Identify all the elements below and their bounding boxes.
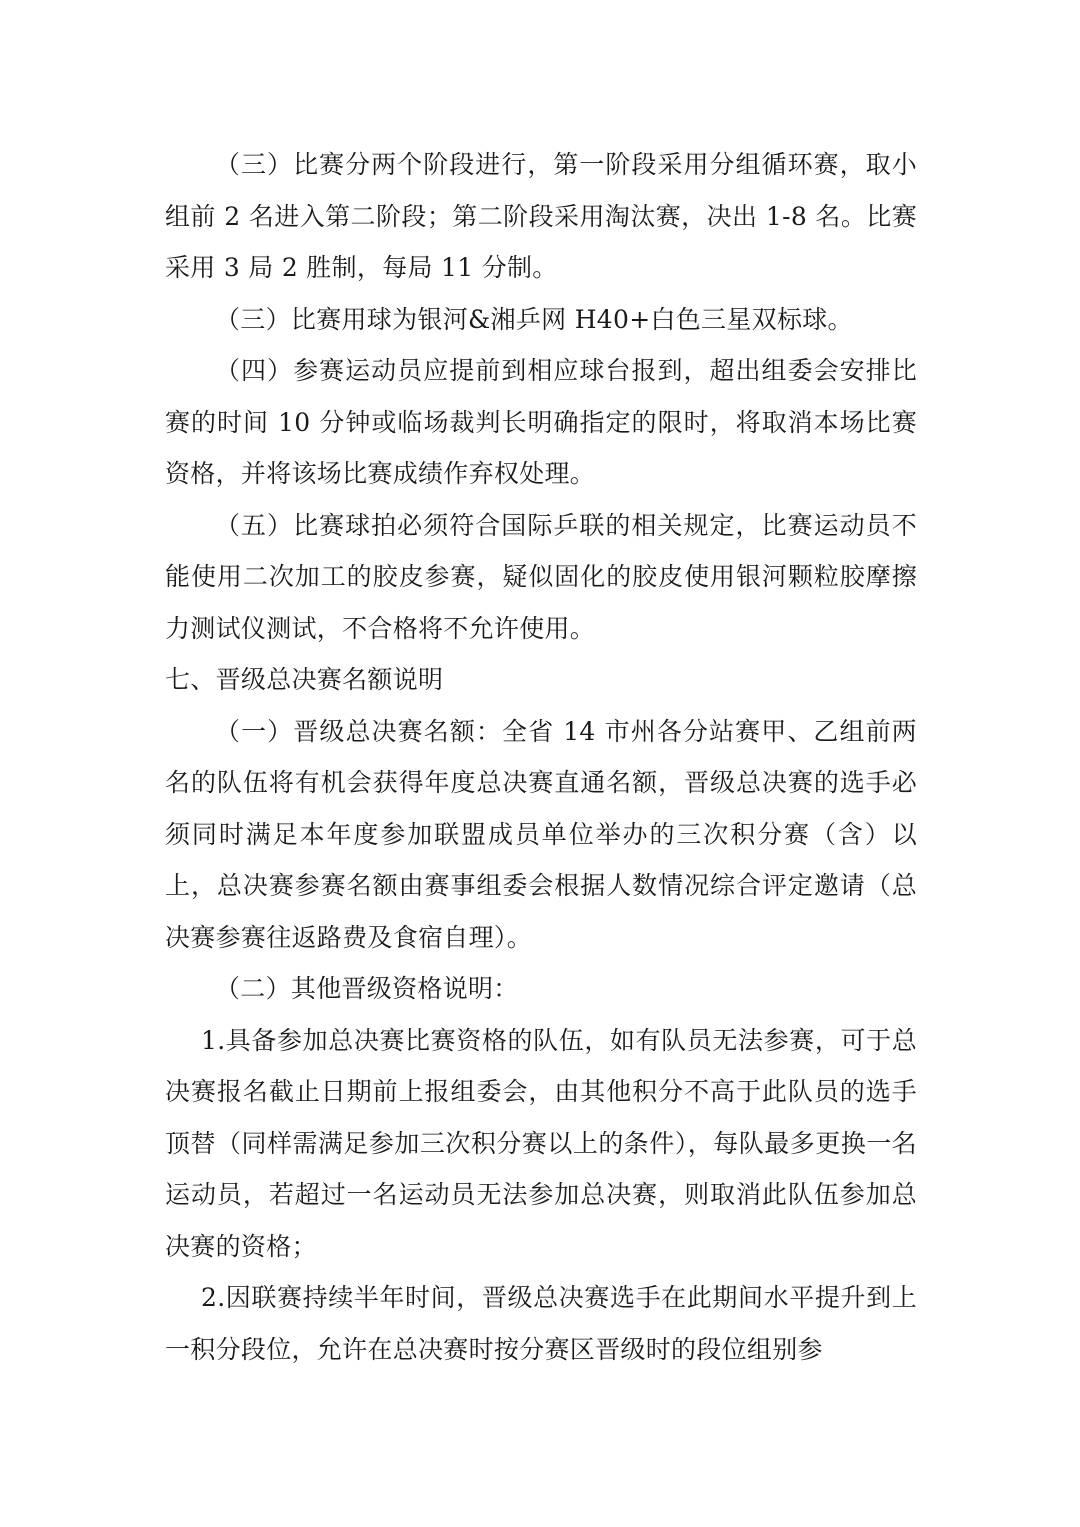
paragraph-qualification-item-2: 2.因联赛持续半年时间，晋级总决赛选手在此期间水平提升到上一积分段位，允许在总决赛时按分赛区晋级时的段位组别参 [165,1283,917,1364]
section-heading-finals-quota: 七、晋级总决赛名额说明 [165,665,444,694]
paragraph-competition-format: （三）比赛分两个阶段进行，第一阶段采用分组循环赛，取小组前 2 名进入第二阶段；第二阶段采用淘汰赛，决出 1-8 名。比赛采用 3 局 2 胜制，每局 11 分制。 [165,150,917,282]
paragraph-qualification-item-1: 1.具备参加总决赛比赛资格的队伍，如有队员无法参赛，可于总决赛报名截止日期前上报组委会，由其他积分不高于此队员的选手顶替（同样需满足参加三次积分赛以上的条件），每队最多更换一名运动员，若超过一名运动员无法参加总决赛，则取消此队伍参加总决赛的资格； [165,1025,917,1261]
paragraph-other-qualification-heading: （二）其他晋级资格说明： [215,974,519,1003]
paragraph-finals-quota: （一）晋级总决赛名额：全省 14 市州各分站赛甲、乙组前两名的队伍将有机会获得年度总决赛直通名额，晋级总决赛的选手必须同时满足本年度参加联盟成员单位举办的三次积分赛（含）以上，总决赛参赛名额由赛事组委会根据人数情况综合评定邀请（总决赛参赛往返路费及食宿自理）。 [165,716,917,952]
document-page [165,139,917,1375]
paragraph-match-ball: （三）比赛用球为银河&湘乒网 H40+白色三星双标球。 [215,304,853,334]
paragraph-racket-rules: （五）比赛球拍必须符合国际乒联的相关规定，比赛运动员不能使用二次加工的胶皮参赛，疑似固化的胶皮使用银河颗粒胶摩擦力测试仪测试，不合格将不允许使用。 [165,510,917,643]
paragraph-check-in-rules: （四）参赛运动员应提前到相应球台报到，超出组委会安排比赛的时间 10 分钟或临场裁判长明确指定的限时，将取消本场比赛资格，并将该场比赛成绩作弃权处理。 [165,356,917,488]
